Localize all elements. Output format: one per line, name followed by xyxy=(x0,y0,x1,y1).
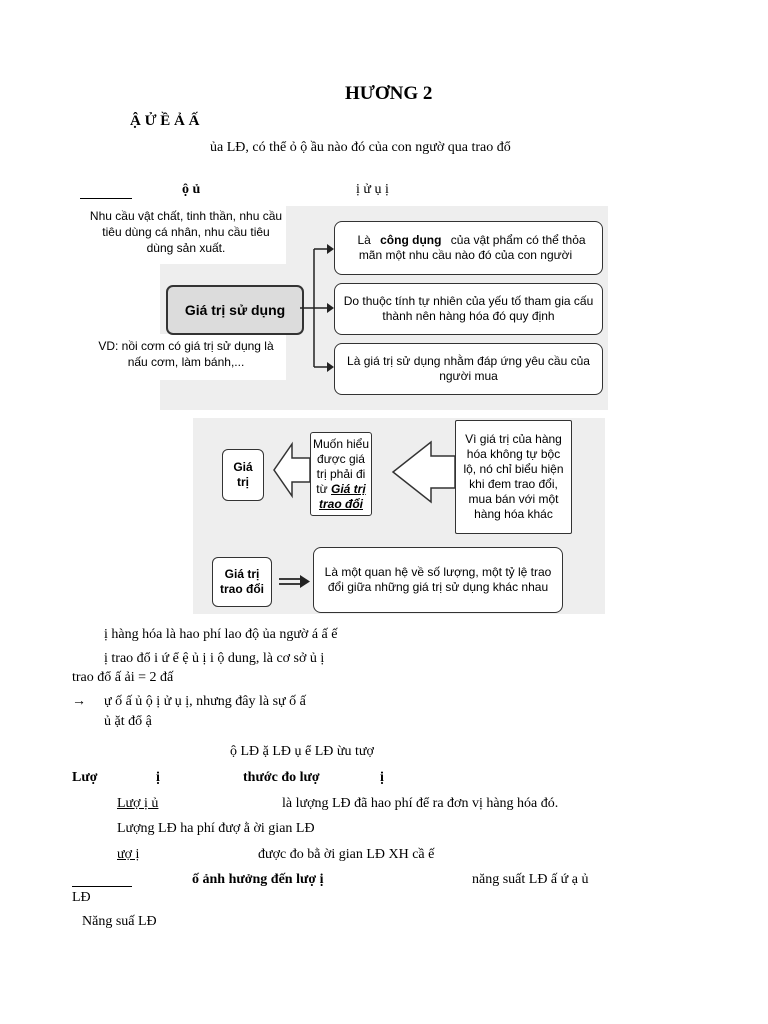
underline-rule xyxy=(80,198,132,199)
box1-suffix: của vật phẩm có thể thỏa mãn một nhu cầu nào đó của con người xyxy=(358,233,586,262)
reason-box xyxy=(455,420,572,534)
definition-box-3 xyxy=(334,343,603,395)
quantity-relation-text: Là một quan hệ về số lượng, một tỷ lệ trao đổi giữa những giá trị sử dụng khác nhau xyxy=(324,565,552,594)
heading-quantity-c: thước đo lượ xyxy=(243,770,320,785)
para-labor: ộ LĐ ặ LĐ ụ ể LĐ ừu tượ xyxy=(230,744,374,759)
value-label: Giá trị xyxy=(233,460,253,489)
def-quantity-value: là lượng LĐ đã hao phí để ra đơn vị hàng hóa đó. xyxy=(282,796,559,811)
understand-text: Muốn hiểu được giá trị phải đi từ xyxy=(312,436,370,496)
box2-text: Do thuộc tính tự nhiên của yếu tố tham gia cấu thành nên hàng hóa đó quy định xyxy=(343,294,594,323)
heading-quantity-b: ị xyxy=(156,770,160,785)
exchange-value-label: Giá trị trao đổi xyxy=(220,567,264,596)
reason-text: Vì giá trị của hàng hóa không tự bộc lộ, nó chỉ biểu hiện khi đem trao đổi, mua bán với một hàng hóa khác xyxy=(463,432,564,521)
para-exchange-1: ị trao đổ i ứ ể ệ ủ ị i ộ dung, là cơ sở ủ ị xyxy=(104,651,325,666)
understand-box xyxy=(310,432,372,516)
use-value-box: Giá trị sử dụng xyxy=(166,285,304,335)
value-box xyxy=(222,449,264,501)
heading-quantity-a: Lượ xyxy=(72,770,98,785)
factors-list-cont: LĐ xyxy=(72,890,91,905)
heading-quantity-d: ị xyxy=(380,770,384,785)
subsection-label-rest: ị ử ụ ị xyxy=(356,182,389,197)
left-arrow-large xyxy=(391,440,457,504)
subsection-label: ộ ủ xyxy=(182,182,201,197)
factors-heading: ố ảnh hưởng đến lượ ị xyxy=(192,872,324,887)
productivity-heading: Năng suấ LĐ xyxy=(82,914,157,929)
left-arrow-small xyxy=(272,440,312,500)
def-measure: được đo bằ ời gian LĐ XH cầ ế xyxy=(258,847,435,862)
box1-prefix: Là xyxy=(357,233,375,247)
para-conclusion-1: ự ố ấ ủ ộ ị ử ụ ị, nhưng đây là sự ố ấ xyxy=(104,694,306,709)
needs-note: Nhu cầu vật chất, tinh thần, nhu cầu tiêu dùng cá nhân, nhu cầu tiêu dùng sản xuất. xyxy=(89,209,283,255)
term-measure: ượ ị xyxy=(117,847,140,862)
chapter-heading: HƯƠNG 2 xyxy=(345,83,433,104)
para-conclusion-2: ủ ặt đổ ậ xyxy=(104,714,152,729)
intro-line: ủa LĐ, có thể ỏ ộ ầu nào đó của con ngườ qua trao đổ xyxy=(210,140,511,155)
box3-text: Là giá trị sử dụng nhằm đáp ứng yêu cầu của người mua xyxy=(347,354,590,383)
arrow-icon: → xyxy=(72,694,86,709)
exchange-value-box xyxy=(212,557,272,607)
double-arrow-icon xyxy=(278,574,312,590)
definition-box-2 xyxy=(334,283,603,335)
quantity-relation-box xyxy=(313,547,563,613)
para-labor-time: Lượng LĐ ha phí đượ ằ ời gian LĐ xyxy=(117,821,315,836)
section-heading: Ậ Ử Ề Ả Ấ xyxy=(130,113,200,129)
example-note: VD: nồi cơm có giá trị sử dụng là nấu cơm, làm bánh,... xyxy=(98,339,274,369)
para-exchange-2: trao đổ ấ ải = 2 đấ xyxy=(72,670,174,685)
term-quantity-value: Lượ ị ủ xyxy=(117,796,159,811)
factors-list: năng suất LĐ ấ ứ ạ ủ xyxy=(472,872,589,887)
exchange-value-link: Giá trị trao đổi xyxy=(319,481,366,511)
para-value-def: ị hàng hóa là hao phí lao độ ủa ngườ á ấ ế xyxy=(104,627,338,642)
branch-connector xyxy=(298,240,338,376)
definition-box-1 xyxy=(334,221,603,275)
box1-bold: công dụng xyxy=(380,233,442,247)
underline-rule-2 xyxy=(72,886,132,887)
